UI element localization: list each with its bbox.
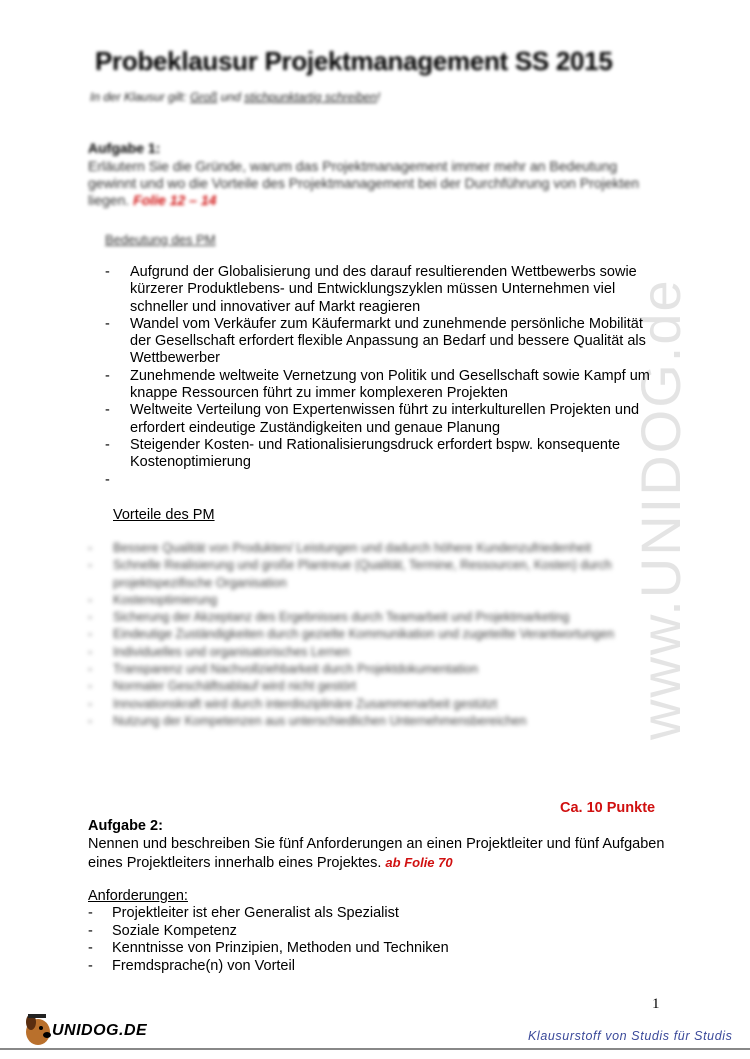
logo-text: UNIDOG.DE	[52, 1022, 148, 1039]
subtitle-suffix: !	[376, 90, 381, 104]
list-item	[105, 472, 665, 489]
vorteile-title: Vorteile des PM	[113, 507, 215, 523]
list-item-text: Projektleiter ist eher Generalist als Spezialist	[112, 905, 399, 921]
list-item	[88, 923, 648, 941]
bedeutung-title: Bedeutung des PM	[105, 232, 216, 247]
dash-bullet: -	[105, 264, 110, 280]
list-item-text: Kenntnisse von Prinzipien, Methoden und Techniken	[112, 940, 449, 956]
points-label: Ca. 10 Punkte	[560, 800, 656, 816]
subtitle-prefix: In der Klausur gilt:	[90, 90, 191, 104]
list-item	[105, 437, 665, 472]
dash-bullet: -	[88, 541, 93, 555]
list-item	[88, 905, 648, 923]
list-item	[88, 609, 648, 626]
list-item-text: Wandel vom Verkäufer zum Käufermarkt und zunehmende persönliche Mobilität der Gesellschaft erfordert flexible Anpassung an Bedarf und bessere Qualität als Wettbewerber	[130, 315, 646, 367]
watermark: www.UNIDOG.de	[629, 278, 692, 740]
list-item-text: Zunehmende weltweite Vernetzung von Politik und Gesellschaft sowie Kampf um knappe Ressourcen führt zu immer komplexeren Projekten	[130, 367, 650, 402]
subtitle-underlined-1: Groß	[190, 90, 218, 104]
list-item-text: Eindeutige Zuständigkeiten durch gezielte Kommunikation und zugeteilte Verantwortungen	[113, 627, 615, 642]
list-item	[105, 402, 665, 437]
list-item	[105, 368, 665, 403]
list-item	[88, 958, 648, 976]
subtitle-underlined-2: stichpunktartig schreiben	[244, 90, 377, 104]
subtitle	[90, 90, 380, 104]
list-item	[88, 696, 648, 713]
dash-bullet: -	[105, 367, 110, 384]
dash-bullet: -	[88, 592, 93, 607]
dash-bullet: -	[88, 957, 93, 974]
list-item-text: Bessere Qualität von Produkten/ Leistungen und dadurch höhere Kundenzufriedenheit	[113, 541, 592, 555]
list-item-text: Fremdsprache(n) von Vorteil	[112, 957, 295, 974]
list-item-text: Transparenz und Nachvollziehbarkeit durch Projektdokumentation	[113, 662, 479, 677]
anforderungen-title: Anforderungen:	[88, 888, 188, 904]
list-item-text: Nutzung der Kompetenzen aus unterschiedlichen Unternehmensbereichen	[113, 713, 527, 728]
list-item-text: Individuelles und organisatorisches Lernen	[113, 644, 350, 659]
list-item	[88, 626, 648, 643]
dash-bullet: -	[88, 644, 93, 659]
list-item	[105, 264, 665, 316]
list-item	[88, 644, 648, 661]
list-item-text: Kostenoptimierung	[113, 592, 218, 607]
list-item	[88, 713, 648, 730]
page-title: Probeklausur Projektmanagement SS 2015	[95, 46, 613, 76]
dash-bullet: -	[88, 940, 93, 956]
list-item-text: Weltweite Verteilung von Expertenwissen führt zu interkulturellen Projekten und erfordert eindeutige Zuständigkeiten und genaue Planung	[130, 402, 640, 436]
bedeutung-list	[105, 264, 665, 489]
logo-dog-nose	[43, 1032, 51, 1038]
dash-bullet: -	[88, 905, 93, 921]
dash-bullet: -	[88, 713, 93, 728]
aufgabe1-heading: Aufgabe 1:	[88, 140, 161, 156]
dash-bullet: -	[105, 402, 110, 419]
list-item	[88, 661, 648, 678]
dash-bullet: -	[105, 471, 110, 488]
dash-bullet: -	[88, 922, 93, 939]
footer-tagline: Klausurstoff von Studis für Studis	[528, 1029, 733, 1043]
dash-bullet: -	[88, 610, 93, 625]
page-number: 1	[652, 996, 660, 1012]
dash-bullet: -	[88, 627, 93, 642]
aufgabe2-text	[88, 836, 688, 872]
list-item-text: Schnelle Realisierung und große Plantreue (Qualität, Termine, Ressourcen, Kosten) durch projektspezifische Organisation	[113, 558, 612, 590]
aufgabe2-slide-ref: ab Folie 70	[385, 854, 453, 870]
aufgabe1-question: Erläutern Sie die Gründe, warum das Projektmanagement immer mehr an Bedeutung gewinnt und wo die Vorteile des Projektmanagement bei der Durchführung von Projekten liegen.	[88, 158, 639, 208]
aufgabe2-question: Nennen und beschreiben Sie fünf Anforderungen an einen Projektleiter und fünf Aufgaben eines Projektleiters innerhalb eines Projektes.	[88, 836, 665, 871]
vorteile-list	[88, 540, 648, 730]
list-item	[88, 940, 648, 958]
anforderungen-list	[88, 905, 648, 975]
logo-dog-eye	[39, 1026, 43, 1030]
dash-bullet: -	[105, 436, 110, 453]
dash-bullet: -	[105, 315, 110, 332]
list-item-text: Sicherung der Akzeptanz des Ergebnisses durch Teamarbeit und Projektmarketing	[113, 610, 570, 625]
dash-bullet: -	[88, 558, 93, 573]
aufgabe1-text	[88, 158, 668, 209]
list-item	[88, 678, 648, 695]
list-item-text: Soziale Kompetenz	[112, 922, 237, 939]
list-item-text: Innovationskraft wird durch interdisziplinäre Zusammenarbeit gestützt	[113, 696, 498, 711]
logo-dog-cap	[28, 1014, 46, 1018]
footer-divider	[0, 1048, 750, 1050]
dash-bullet: -	[88, 662, 93, 677]
aufgabe1-slide-ref: Folie 12 – 14	[133, 192, 217, 208]
dash-bullet: -	[88, 679, 93, 694]
list-item	[88, 540, 648, 557]
list-item	[105, 316, 665, 368]
list-item-text: Aufgrund der Globalisierung und des darauf resultierenden Wettbewerbs sowie kürzerer Produktlebens- und Entwicklungszyklen müssen Unternehmen viel schneller und innovativer auf Markt reagieren	[130, 264, 637, 315]
list-item	[88, 592, 648, 609]
list-item-text: Steigender Kosten- und Rationalisierungsdruck erfordert bspw. konsequente Kostenoptimierung	[130, 436, 621, 471]
dash-bullet: -	[88, 696, 93, 711]
list-item	[88, 557, 648, 592]
list-item-text: Normaler Geschäftsablauf wird nicht gestört	[113, 679, 357, 694]
subtitle-middle: und	[217, 90, 245, 104]
aufgabe2-heading: Aufgabe 2:	[88, 818, 163, 834]
